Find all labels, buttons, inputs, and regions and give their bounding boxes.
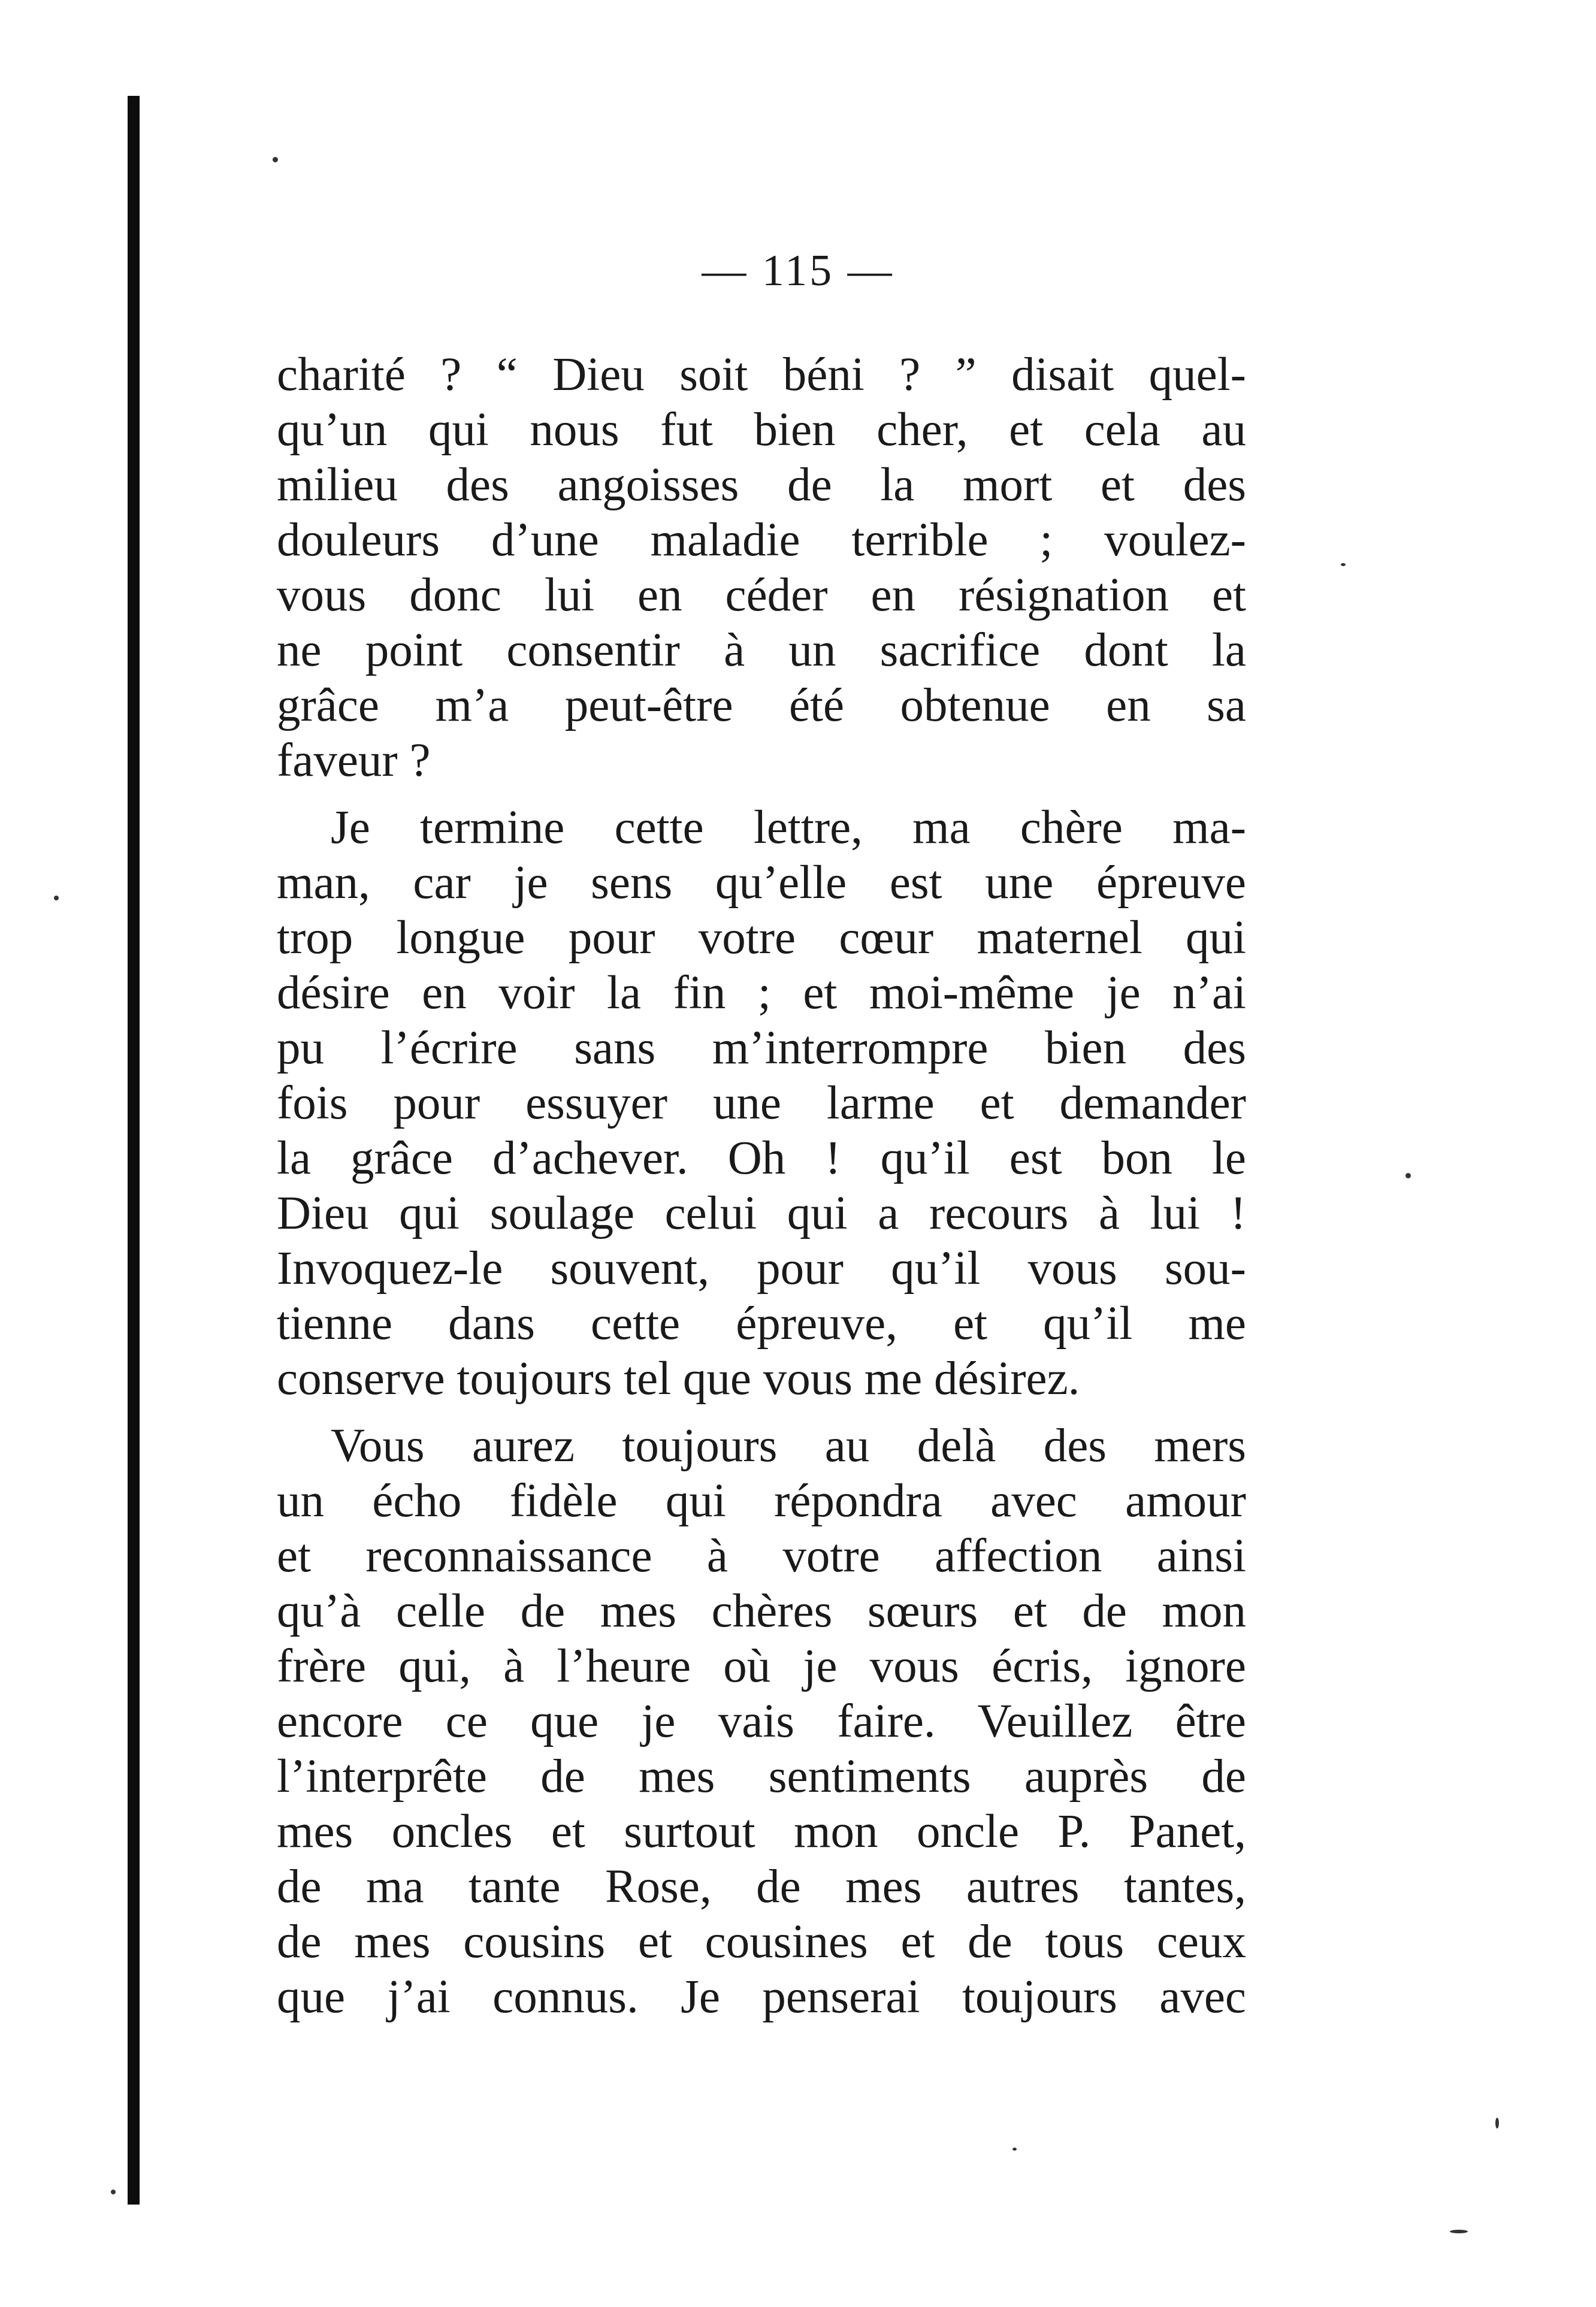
text-line: mes oncles et surtout mon oncle P. Panet, (277, 1806, 1246, 1858)
text-line: un écho fidèle qui répondra avec amour (277, 1475, 1246, 1527)
scan-speck (1450, 2230, 1468, 2233)
text-line: charité ? “ Dieu soit béni ? ” disait quel- (277, 349, 1246, 401)
text-line: fois pour essuyer une larme et demander (277, 1077, 1246, 1129)
text-line: conserve toujours tel que vous me désirez. (277, 1353, 1080, 1405)
text-line: ne point consentir à un sacrifice dont la (277, 624, 1246, 676)
text-line: désire en voir la fin ; et moi-même je n’ai (277, 967, 1246, 1019)
scan-speck (54, 896, 59, 900)
scan-speck (1405, 1173, 1411, 1178)
text-line: frère qui, à l’heure où je vous écris, ignore (277, 1640, 1246, 1692)
scan-speck (1341, 563, 1346, 566)
paragraph-3 (277, 1419, 1246, 2025)
scan-speck (273, 157, 278, 162)
page-binding-edge (128, 96, 140, 2205)
text-line: Je termine cette lettre, ma chère ma- (331, 802, 1246, 854)
text-line: de ma tante Rose, de mes autres tantes, (277, 1861, 1246, 1913)
text-line: tienne dans cette épreuve, et qu’il me (277, 1298, 1246, 1350)
text-line: que j’ai connus. Je penserai toujours avec (277, 1971, 1246, 2023)
text-line: Vous aurez toujours au delà des mers (331, 1420, 1246, 1472)
text-line: pu l’écrire sans m’interrompre bien des (277, 1022, 1246, 1074)
page-number: — 115 — (702, 246, 894, 295)
text-line: grâce m’a peut-être été obtenue en sa (277, 679, 1246, 731)
text-line: faveur ? (277, 734, 431, 787)
paragraph-2 (277, 800, 1246, 1407)
text-line: Invoquez-le souvent, pour qu’il vous sou- (277, 1242, 1246, 1295)
text-line: milieu des angoisses de la mort et des (277, 459, 1246, 511)
scan-speck (1495, 2118, 1499, 2128)
body-text (277, 347, 1246, 2025)
scan-speck (111, 2190, 116, 2194)
text-line: qu’à celle de mes chères sœurs et de mon (277, 1585, 1246, 1637)
text-line: Dieu qui soulage celui qui a recours à lui ! (277, 1187, 1246, 1239)
text-line: la grâce d’achever. Oh ! qu’il est bon le (277, 1132, 1246, 1184)
paragraph-1 (277, 347, 1246, 788)
text-line: vous donc lui en céder en résignation et (277, 569, 1246, 621)
text-line: encore ce que je vais faire. Veuillez être (277, 1695, 1246, 1747)
text-line: et reconnaissance à votre affection ainsi (277, 1530, 1246, 1582)
text-line: l’interprête de mes sentiments auprès de (277, 1750, 1246, 1803)
text-line: qu’un qui nous fut bien cher, et cela au (277, 404, 1246, 456)
text-line: trop longue pour votre cœur maternel qui (277, 912, 1246, 964)
text-line: man, car je sens qu’elle est une épreuve (277, 857, 1246, 909)
text-line: douleurs d’une maladie terrible ; voulez- (277, 514, 1246, 566)
text-line: de mes cousins et cousines et de tous ceux (277, 1916, 1246, 1968)
scan-speck (1012, 2148, 1017, 2151)
